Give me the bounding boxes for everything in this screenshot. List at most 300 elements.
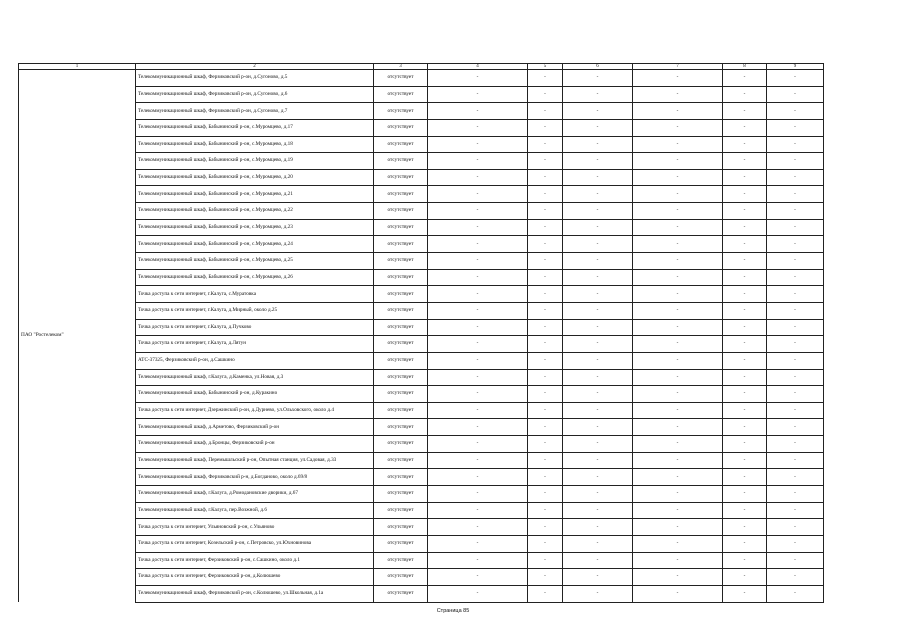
table-row — [19, 352, 824, 369]
dash-cell-col-9: - — [767, 502, 824, 519]
dash-cell-col-9: - — [767, 436, 824, 453]
dash-cell-col-9: - — [767, 419, 824, 436]
status-cell: отсутствует — [374, 502, 428, 519]
dash-cell-col-7: - — [633, 153, 723, 170]
status-cell: отсутствует — [374, 569, 428, 586]
facility-table — [18, 63, 824, 603]
dash-cell-col-7: - — [633, 169, 723, 186]
dash-cell-col-4: - — [428, 569, 528, 586]
table-row — [19, 119, 824, 136]
object-name-cell: Телекоммуникационный шкаф, г.Калуга, пер.Возжной, д.6 — [136, 502, 374, 519]
col-header-2: 2 — [136, 64, 374, 70]
dash-cell-col-7: - — [633, 502, 723, 519]
dash-cell-col-5: - — [528, 585, 563, 602]
table-row — [19, 186, 824, 203]
dash-cell-col-7: - — [633, 552, 723, 569]
dash-cell-col-8: - — [723, 336, 767, 353]
status-cell: отсутствует — [374, 319, 428, 336]
dash-cell-col-4: - — [428, 419, 528, 436]
table-row — [19, 585, 824, 602]
dash-cell-col-8: - — [723, 70, 767, 87]
table-row — [19, 236, 824, 253]
dash-cell-col-8: - — [723, 169, 767, 186]
col-header-5: 5 — [528, 64, 563, 70]
dash-cell-col-4: - — [428, 169, 528, 186]
dash-cell-col-4: - — [428, 253, 528, 270]
dash-cell-col-9: - — [767, 302, 824, 319]
dash-cell-col-6: - — [563, 469, 633, 486]
dash-cell-col-5: - — [528, 136, 563, 153]
dash-cell-col-5: - — [528, 302, 563, 319]
dash-cell-col-8: - — [723, 369, 767, 386]
dash-cell-col-4: - — [428, 86, 528, 103]
dash-cell-col-6: - — [563, 269, 633, 286]
dash-cell-col-8: - — [723, 269, 767, 286]
table-row — [19, 452, 824, 469]
object-name-cell: Телекоммуникационный шкаф, Ферзиковский р-он, д.Сугоново, д.6 — [136, 86, 374, 103]
table-row — [19, 103, 824, 120]
dash-cell-col-8: - — [723, 86, 767, 103]
dash-cell-col-4: - — [428, 186, 528, 203]
dash-cell-col-5: - — [528, 486, 563, 503]
table-row — [19, 319, 824, 336]
dash-cell-col-5: - — [528, 569, 563, 586]
object-name-cell: Телекоммуникационный шкаф, Бабынинский р-он, с.Муромцево, д.19 — [136, 153, 374, 170]
dash-cell-col-4: - — [428, 352, 528, 369]
dash-cell-col-9: - — [767, 286, 824, 303]
dash-cell-col-9: - — [767, 253, 824, 270]
object-name-cell: Точка доступа к сети интернет, Ферзиковский р-он, с.Сашкино, около д.1 — [136, 552, 374, 569]
dash-cell-col-5: - — [528, 153, 563, 170]
dash-cell-col-9: - — [767, 103, 824, 120]
status-cell: отсутствует — [374, 286, 428, 303]
dash-cell-col-4: - — [428, 236, 528, 253]
dash-cell-col-8: - — [723, 103, 767, 120]
dash-cell-col-6: - — [563, 253, 633, 270]
dash-cell-col-8: - — [723, 236, 767, 253]
dash-cell-col-4: - — [428, 552, 528, 569]
dash-cell-col-5: - — [528, 86, 563, 103]
status-cell: отсутствует — [374, 169, 428, 186]
object-name-cell: Телекоммуникационный шкаф, д.Арметово, Ферзиковский р-он — [136, 419, 374, 436]
status-cell: отсутствует — [374, 386, 428, 403]
dash-cell-col-7: - — [633, 119, 723, 136]
col-header-4: 4 — [428, 64, 528, 70]
object-name-cell: Точка доступа к сети интернет, Дзержинский р-он, д.Дурнево, ул.Ольховского, около д.4 — [136, 402, 374, 419]
dash-cell-col-5: - — [528, 70, 563, 87]
dash-cell-col-4: - — [428, 469, 528, 486]
object-name-cell: Телекоммуникационный шкаф, Бабынинский р-он, с.Муромцево, д.20 — [136, 169, 374, 186]
status-cell: отсутствует — [374, 352, 428, 369]
dash-cell-col-8: - — [723, 186, 767, 203]
dash-cell-col-4: - — [428, 369, 528, 386]
dash-cell-col-7: - — [633, 419, 723, 436]
dash-cell-col-6: - — [563, 319, 633, 336]
status-cell: отсутствует — [374, 186, 428, 203]
dash-cell-col-9: - — [767, 86, 824, 103]
dash-cell-col-6: - — [563, 86, 633, 103]
object-name-cell: АТС-37325, Ферзиковский р-он, д.Сашкино — [136, 352, 374, 369]
dash-cell-col-9: - — [767, 569, 824, 586]
dash-cell-col-5: - — [528, 352, 563, 369]
dash-cell-col-5: - — [528, 169, 563, 186]
dash-cell-col-8: - — [723, 436, 767, 453]
dash-cell-col-4: - — [428, 302, 528, 319]
dash-cell-col-9: - — [767, 319, 824, 336]
object-name-cell: Телекоммуникационный шкаф, Ферзиковский р-он, с.Колюшево, ул.Школьная, д.1а — [136, 585, 374, 602]
dash-cell-col-6: - — [563, 236, 633, 253]
dash-cell-col-5: - — [528, 502, 563, 519]
status-cell: отсутствует — [374, 203, 428, 220]
status-cell: отсутствует — [374, 452, 428, 469]
dash-cell-col-9: - — [767, 269, 824, 286]
dash-cell-col-7: - — [633, 436, 723, 453]
dash-cell-col-4: - — [428, 103, 528, 120]
dash-cell-col-5: - — [528, 419, 563, 436]
table-row — [19, 469, 824, 486]
object-name-cell: Точка доступа к сети интернет, г.Калуга, д.Лятун — [136, 336, 374, 353]
dash-cell-col-6: - — [563, 419, 633, 436]
dash-cell-col-9: - — [767, 486, 824, 503]
dash-cell-col-4: - — [428, 402, 528, 419]
dash-cell-col-5: - — [528, 186, 563, 203]
dash-cell-col-6: - — [563, 369, 633, 386]
status-cell: отсутствует — [374, 103, 428, 120]
table-row — [19, 253, 824, 270]
dash-cell-col-7: - — [633, 469, 723, 486]
dash-cell-col-6: - — [563, 336, 633, 353]
dash-cell-col-9: - — [767, 352, 824, 369]
object-name-cell: Телекоммуникационный шкаф, Бабынинский р-он, с.Муромцево, д.17 — [136, 119, 374, 136]
dash-cell-col-6: - — [563, 169, 633, 186]
dash-cell-col-9: - — [767, 469, 824, 486]
status-cell: отсутствует — [374, 70, 428, 87]
dash-cell-col-6: - — [563, 219, 633, 236]
status-cell: отсутствует — [374, 219, 428, 236]
dash-cell-col-9: - — [767, 369, 824, 386]
status-cell: отсутствует — [374, 402, 428, 419]
document-table-wrapper — [18, 63, 824, 603]
status-cell: отсутствует — [374, 86, 428, 103]
dash-cell-col-8: - — [723, 469, 767, 486]
dash-cell-col-8: - — [723, 419, 767, 436]
dash-cell-col-5: - — [528, 269, 563, 286]
status-cell: отсутствует — [374, 136, 428, 153]
status-cell: отсутствует — [374, 519, 428, 536]
dash-cell-col-4: - — [428, 519, 528, 536]
dash-cell-col-8: - — [723, 286, 767, 303]
dash-cell-col-6: - — [563, 552, 633, 569]
table-row — [19, 336, 824, 353]
dash-cell-col-6: - — [563, 402, 633, 419]
dash-cell-col-7: - — [633, 136, 723, 153]
table-row — [19, 502, 824, 519]
dash-cell-col-4: - — [428, 286, 528, 303]
object-name-cell: Телекоммуникационный шкаф, д.Бронцы, Ферзиковский р-он — [136, 436, 374, 453]
dash-cell-col-6: - — [563, 436, 633, 453]
dash-cell-col-6: - — [563, 302, 633, 319]
table-row — [19, 169, 824, 186]
object-name-cell: Телекоммуникационный шкаф, г.Калуга, д.Ромодановские дворики, д.67 — [136, 486, 374, 503]
table-row — [19, 286, 824, 303]
dash-cell-col-7: - — [633, 236, 723, 253]
col-header-6: 6 — [563, 64, 633, 70]
dash-cell-col-9: - — [767, 169, 824, 186]
object-name-cell: Точка доступа к сети интернет, Ульяновский р-он, с.Ульяново — [136, 519, 374, 536]
dash-cell-col-8: - — [723, 502, 767, 519]
table-row — [19, 569, 824, 586]
dash-cell-col-5: - — [528, 336, 563, 353]
dash-cell-col-6: - — [563, 452, 633, 469]
dash-cell-col-4: - — [428, 386, 528, 403]
col-header-7: 7 — [633, 64, 723, 70]
table-row — [19, 369, 824, 386]
dash-cell-col-6: - — [563, 502, 633, 519]
dash-cell-col-5: - — [528, 319, 563, 336]
dash-cell-col-5: - — [528, 469, 563, 486]
dash-cell-col-8: - — [723, 486, 767, 503]
table-row — [19, 153, 824, 170]
dash-cell-col-7: - — [633, 486, 723, 503]
table-row — [19, 402, 824, 419]
dash-cell-col-8: - — [723, 386, 767, 403]
dash-cell-col-9: - — [767, 186, 824, 203]
table-row — [19, 436, 824, 453]
table-row — [19, 519, 824, 536]
dash-cell-col-4: - — [428, 119, 528, 136]
dash-cell-col-8: - — [723, 153, 767, 170]
dash-cell-col-4: - — [428, 585, 528, 602]
table-row — [19, 70, 824, 87]
dash-cell-col-4: - — [428, 203, 528, 220]
dash-cell-col-5: - — [528, 203, 563, 220]
dash-cell-col-9: - — [767, 153, 824, 170]
dash-cell-col-9: - — [767, 236, 824, 253]
dash-cell-col-4: - — [428, 436, 528, 453]
page-number: Страница 85 — [436, 608, 470, 614]
table-row — [19, 552, 824, 569]
table-row — [19, 86, 824, 103]
dash-cell-col-6: - — [563, 486, 633, 503]
object-name-cell: Телекоммуникационный шкаф, Бабынинский р-он, с.Муромцево, д.18 — [136, 136, 374, 153]
dash-cell-col-8: - — [723, 136, 767, 153]
dash-cell-col-9: - — [767, 336, 824, 353]
dash-cell-col-6: - — [563, 203, 633, 220]
object-name-cell: Телекоммуникационный шкаф, г.Калуга, д.Каменка, ул.Новая, д.3 — [136, 369, 374, 386]
dash-cell-col-8: - — [723, 203, 767, 220]
dash-cell-col-7: - — [633, 569, 723, 586]
dash-cell-col-5: - — [528, 119, 563, 136]
dash-cell-col-5: - — [528, 253, 563, 270]
table-row — [19, 419, 824, 436]
status-cell: отсутствует — [374, 436, 428, 453]
dash-cell-col-8: - — [723, 535, 767, 552]
dash-cell-col-4: - — [428, 452, 528, 469]
dash-cell-col-5: - — [528, 369, 563, 386]
dash-cell-col-6: - — [563, 119, 633, 136]
dash-cell-col-9: - — [767, 585, 824, 602]
dash-cell-col-8: - — [723, 402, 767, 419]
dash-cell-col-4: - — [428, 136, 528, 153]
table-body — [19, 70, 824, 603]
dash-cell-col-8: - — [723, 253, 767, 270]
status-cell: отсутствует — [374, 419, 428, 436]
dash-cell-col-7: - — [633, 319, 723, 336]
object-name-cell: Точка доступа к сети интернет, г.Калуга, с.Муратовка — [136, 286, 374, 303]
dash-cell-col-8: - — [723, 552, 767, 569]
dash-cell-col-6: - — [563, 519, 633, 536]
dash-cell-col-6: - — [563, 569, 633, 586]
dash-cell-col-7: - — [633, 269, 723, 286]
object-name-cell: Точка доступа к сети интернет, Козельский р-он, с.Петровско, ул.Юхновинова — [136, 535, 374, 552]
dash-cell-col-6: - — [563, 153, 633, 170]
table-row — [19, 486, 824, 503]
dash-cell-col-6: - — [563, 70, 633, 87]
dash-cell-col-4: - — [428, 219, 528, 236]
dash-cell-col-9: - — [767, 552, 824, 569]
status-cell: отсутствует — [374, 469, 428, 486]
dash-cell-col-8: - — [723, 585, 767, 602]
dash-cell-col-7: - — [633, 352, 723, 369]
col-header-8: 8 — [723, 64, 767, 70]
col-header-9: 9 — [767, 64, 824, 70]
dash-cell-col-5: - — [528, 452, 563, 469]
dash-cell-col-9: - — [767, 452, 824, 469]
table-row — [19, 136, 824, 153]
table-row — [19, 203, 824, 220]
dash-cell-col-5: - — [528, 402, 563, 419]
table-row — [19, 386, 824, 403]
status-cell: отсутствует — [374, 253, 428, 270]
dash-cell-col-7: - — [633, 103, 723, 120]
dash-cell-col-5: - — [528, 286, 563, 303]
dash-cell-col-9: - — [767, 203, 824, 220]
object-name-cell: Телекоммуникационный шкаф, Бабынинский р-он, с.Муромцево, д.26 — [136, 269, 374, 286]
table-row — [19, 535, 824, 552]
dash-cell-col-5: - — [528, 219, 563, 236]
object-name-cell: Телекоммуникационный шкаф, Бабынинский р-он, с.Муромцево, д.22 — [136, 203, 374, 220]
dash-cell-col-7: - — [633, 253, 723, 270]
object-name-cell: Точка доступа к сети интернет, Ферзиковский р-он, д.Колюшево — [136, 569, 374, 586]
dash-cell-col-7: - — [633, 585, 723, 602]
dash-cell-col-9: - — [767, 219, 824, 236]
dash-cell-col-6: - — [563, 535, 633, 552]
dash-cell-col-7: - — [633, 286, 723, 303]
dash-cell-col-7: - — [633, 336, 723, 353]
dash-cell-col-8: - — [723, 569, 767, 586]
dash-cell-col-5: - — [528, 436, 563, 453]
dash-cell-col-6: - — [563, 352, 633, 369]
status-cell: отсутствует — [374, 336, 428, 353]
table-row — [19, 219, 824, 236]
dash-cell-col-7: - — [633, 369, 723, 386]
object-name-cell: Телекоммуникационный шкаф, Ферзиковский р-он, д.Сугоново, д.5 — [136, 70, 374, 87]
dash-cell-col-5: - — [528, 552, 563, 569]
dash-cell-col-5: - — [528, 386, 563, 403]
dash-cell-col-8: - — [723, 219, 767, 236]
object-name-cell: Телекоммуникационный шкаф, Ферзиковский р-он, д.Сугоново, д.7 — [136, 103, 374, 120]
dash-cell-col-6: - — [563, 585, 633, 602]
object-name-cell: Телекоммуникационный шкаф, Ферзиковский р-н, д.Богданово, около д.69/8 — [136, 469, 374, 486]
status-cell: отсутствует — [374, 486, 428, 503]
dash-cell-col-4: - — [428, 153, 528, 170]
dash-cell-col-7: - — [633, 70, 723, 87]
dash-cell-col-4: - — [428, 70, 528, 87]
dash-cell-col-7: - — [633, 519, 723, 536]
object-name-cell: Телекоммуникационный шкаф, Перемышльский р-он, Опытная станция, ул.Садовая, д.33 — [136, 452, 374, 469]
dash-cell-col-7: - — [633, 535, 723, 552]
dash-cell-col-7: - — [633, 402, 723, 419]
object-name-cell: Точка доступа к сети интернет, г.Калуга, д.Пучково — [136, 319, 374, 336]
dash-cell-col-7: - — [633, 86, 723, 103]
status-cell: отсутствует — [374, 535, 428, 552]
dash-cell-col-9: - — [767, 119, 824, 136]
col-header-1: 1 — [19, 64, 136, 70]
dash-cell-col-5: - — [528, 236, 563, 253]
dash-cell-col-7: - — [633, 219, 723, 236]
dash-cell-col-7: - — [633, 302, 723, 319]
organization-cell: ПАО "Ростелеком" — [19, 70, 136, 603]
dash-cell-col-9: - — [767, 136, 824, 153]
dash-cell-col-8: - — [723, 319, 767, 336]
object-name-cell: Точка доступа к сети интернет, г.Калуга, д.Мирный, около д.25 — [136, 302, 374, 319]
dash-cell-col-8: - — [723, 302, 767, 319]
dash-cell-col-5: - — [528, 535, 563, 552]
dash-cell-col-7: - — [633, 452, 723, 469]
status-cell: отсутствует — [374, 585, 428, 602]
dash-cell-col-8: - — [723, 119, 767, 136]
object-name-cell: Телекоммуникационный шкаф, Бабынинский р-он, с.Муромцево, д.23 — [136, 219, 374, 236]
status-cell: отсутствует — [374, 552, 428, 569]
dash-cell-col-6: - — [563, 136, 633, 153]
dash-cell-col-4: - — [428, 319, 528, 336]
status-cell: отсутствует — [374, 236, 428, 253]
dash-cell-col-6: - — [563, 186, 633, 203]
status-cell: отсутствует — [374, 269, 428, 286]
dash-cell-col-4: - — [428, 486, 528, 503]
dash-cell-col-9: - — [767, 70, 824, 87]
dash-cell-col-9: - — [767, 386, 824, 403]
dash-cell-col-4: - — [428, 269, 528, 286]
dash-cell-col-8: - — [723, 519, 767, 536]
dash-cell-col-4: - — [428, 502, 528, 519]
dash-cell-col-7: - — [633, 203, 723, 220]
dash-cell-col-4: - — [428, 336, 528, 353]
status-cell: отсутствует — [374, 302, 428, 319]
dash-cell-col-6: - — [563, 286, 633, 303]
dash-cell-col-7: - — [633, 186, 723, 203]
object-name-cell: Телекоммуникационный шкаф, Бабынинский р-он, с.Муромцево, д.24 — [136, 236, 374, 253]
dash-cell-col-6: - — [563, 386, 633, 403]
object-name-cell: Телекоммуникационный шкаф, Бабынинский р-он, д.Куракино — [136, 386, 374, 403]
dash-cell-col-8: - — [723, 452, 767, 469]
dash-cell-col-9: - — [767, 519, 824, 536]
status-cell: отсутствует — [374, 153, 428, 170]
status-cell: отсутствует — [374, 119, 428, 136]
status-cell: отсутствует — [374, 369, 428, 386]
dash-cell-col-5: - — [528, 519, 563, 536]
object-name-cell: Телекоммуникационный шкаф, Бабынинский р-он, с.Муромцево, д.25 — [136, 253, 374, 270]
dash-cell-col-6: - — [563, 103, 633, 120]
table-row — [19, 302, 824, 319]
table-row — [19, 269, 824, 286]
object-name-cell: Телекоммуникационный шкаф, Бабынинский р-он, с.Муромцево, д.21 — [136, 186, 374, 203]
dash-cell-col-4: - — [428, 535, 528, 552]
dash-cell-col-8: - — [723, 352, 767, 369]
col-header-3: 3 — [374, 64, 428, 70]
dash-cell-col-7: - — [633, 386, 723, 403]
dash-cell-col-5: - — [528, 103, 563, 120]
